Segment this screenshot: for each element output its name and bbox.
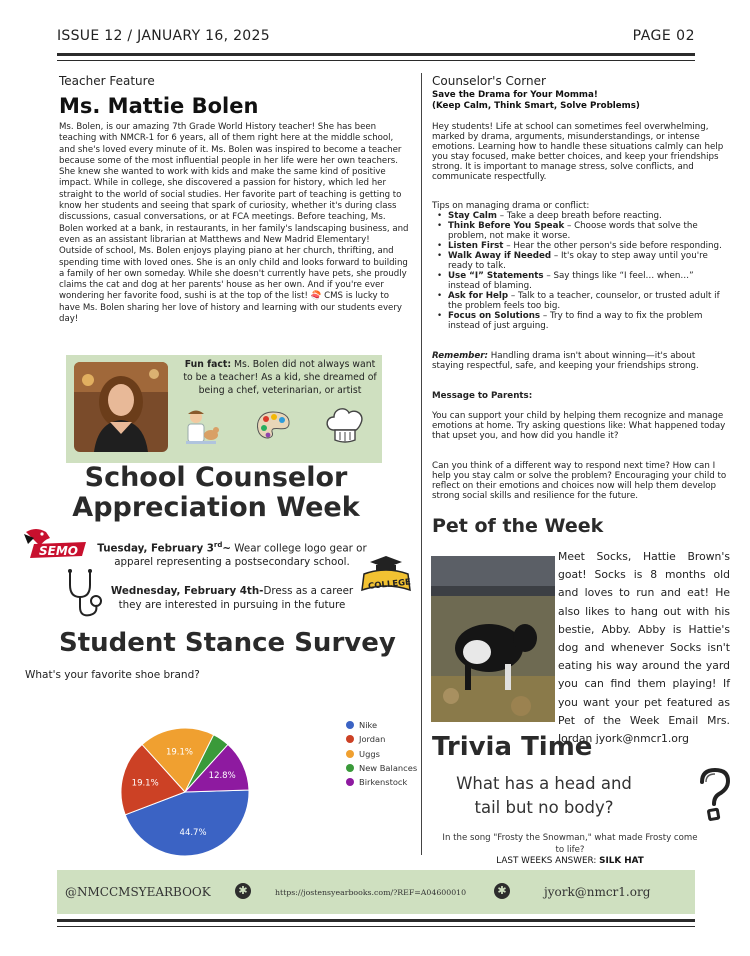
footer-yearbook-link[interactable]: https://jostensyearbooks.com/?REF=A04600010	[275, 888, 467, 897]
artist-palette-icon	[255, 410, 291, 442]
list-item	[432, 271, 727, 291]
teacher-bio-paragraph: Ms. Bolen, is our amazing 7th Grade World History teacher! She has been teaching with NMCR-1 for 6 years, all of them right here at the middle school, and she's loved every minute of it. Ms. Bolen was inspired to become a teacher because some of the most influential people in her life were her own teachers. She knew she wanted to work with kids and make the same kind of positive impact. While in college, she discovered a passion for history, which led her straight to the world of social studies. Her favorite part of teaching is getting to know her students and seeing that spark of curiosity, whether it's during class discussions, casual conversations, or at FCA meetings. Before teaching, Ms. Bolen worked at a bank, in restaurants, in her family's landscaping business, and even as an assistant librarian at Matthews and New Madrid Elementary!	[59, 122, 409, 245]
college-badge-icon	[358, 556, 414, 600]
legend-item-nike	[346, 718, 436, 732]
legend-item-birkenstock	[346, 775, 436, 789]
fun-fact-body: Ms. Bolen did not always want to be a teacher! As a kid, she dreamed of being a chef, veterinarian, or artist	[183, 359, 377, 396]
legend-label: Nike	[359, 720, 378, 731]
asterisk-icon: ✱	[235, 883, 251, 899]
tip-term: Stay Calm	[448, 211, 497, 221]
legend-label: Uggs	[359, 748, 380, 759]
tip-text: – Try to find a way to fix the problem instead of just arguing.	[448, 311, 703, 331]
parents-paragraph: You can support your child by helping them recognize and manage emotions at home. Try asking questions like: What happened today that upset you, and how did you handle it?	[432, 411, 726, 441]
list-item	[432, 291, 727, 311]
tips-list	[432, 211, 727, 331]
page-header	[57, 28, 695, 48]
asterisk-icon: ✱	[494, 883, 510, 899]
header-rule	[57, 53, 695, 56]
legend-swatch	[346, 721, 354, 729]
tip-text: – Take a deep breath before reacting.	[496, 211, 662, 221]
event-day: Tuesday, February 3	[97, 542, 214, 555]
counselor-corner-subtitle-line: (Keep Calm, Think Smart, Solve Problems)	[432, 101, 640, 111]
list-item	[432, 311, 727, 331]
list-item	[432, 211, 727, 221]
legend-item-new-balances	[346, 761, 436, 775]
remember-note	[432, 351, 727, 371]
tips-intro: Tips on managing drama or conflict:	[432, 201, 590, 211]
question-mark-icon	[694, 766, 736, 824]
tip-text: – Say things like “I feel… when…” instead of blaming.	[448, 271, 694, 291]
legend-swatch	[346, 735, 354, 743]
parents-paragraph: Can you think of a different way to respond next time? How can I help you stay calm or solve the problem? Encouraging your child to reflect on their emotions and choices now will help them develop strong social skills and resilience for the future.	[432, 461, 727, 501]
pet-of-week-title: Pet of the Week	[432, 515, 604, 537]
footer-social-handle[interactable]: @NMCCMSYEARBOOK	[65, 885, 211, 899]
counselor-corner-subtitle	[432, 90, 732, 112]
counselor-week-title	[40, 463, 392, 523]
fun-fact-label: Fun fact:	[184, 359, 232, 370]
teacher-photo	[74, 362, 168, 452]
footer-email-link[interactable]: jyork@nmcr1.org	[544, 885, 651, 899]
survey-title: Student Stance Survey	[59, 628, 396, 658]
event-dash: ~	[222, 542, 232, 555]
pet-photo	[431, 556, 555, 722]
legend-item-jordan	[346, 732, 436, 746]
semo-logo-text: SEMO	[39, 544, 78, 558]
counselor-corner-subtitle-line: Save the Drama for Your Momma!	[432, 90, 598, 100]
legend-label: Birkenstock	[359, 777, 408, 788]
tip-term: Focus on Solutions	[448, 311, 541, 321]
tip-text: – It's okay to step away until you're ready to talk.	[448, 251, 708, 271]
list-item	[432, 251, 727, 271]
fun-fact-text	[180, 358, 380, 397]
legend-swatch	[346, 750, 354, 758]
tip-term: Ask for Help	[448, 291, 509, 301]
tip-term: Use “I” Statements	[448, 271, 544, 281]
pie-label-uggs: 19.1%	[165, 747, 193, 758]
tip-text: – Hear the other person's side before responding.	[503, 241, 722, 251]
trivia-last-answer	[440, 856, 700, 866]
last-answer-label: LAST WEEKS ANSWER:	[496, 856, 600, 866]
pie-label-birkenstock: 12.8%	[208, 770, 236, 781]
teacher-feature-kicker: Teacher Feature	[59, 74, 155, 88]
legend-swatch	[346, 764, 354, 772]
event-description: Wear college logo gear or apparel representing a postsecondary school.	[114, 542, 367, 569]
pie-label-jordan: 19.1%	[131, 778, 159, 789]
tip-term: Listen First	[448, 241, 504, 251]
last-answer-value: SILK HAT	[599, 856, 644, 866]
counselor-intro: Hey students! Life at school can sometimes feel overwhelming, marked by drama, arguments, misunderstandings, or intense emotions. Learning how to handle these situations calmly can help you stay focused, make better choices, and keep your friendships strong. It is important to manage stress, solve conflicts, and communicate respectfully.	[432, 122, 724, 182]
tip-term: Walk Away if Needed	[448, 251, 552, 261]
counselor-week-title-line: School Counselor	[84, 462, 348, 493]
event-description: Dress as a career they are interested in pursuing in the future	[118, 585, 354, 611]
issue-date: ISSUE 12 / JANUARY 16, 2025	[57, 28, 270, 44]
shoe-brand-pie-chart	[110, 720, 260, 865]
remember-label: Remember:	[432, 351, 489, 361]
tip-text: – Talk to a teacher, counselor, or trusted adult if the problem feels too big.	[448, 291, 720, 311]
college-badge-text: COLLEGE	[367, 577, 412, 592]
trivia-title: Trivia Time	[432, 732, 593, 762]
counselor-corner-kicker: Counselor's Corner	[432, 74, 546, 88]
pet-description: Meet Socks, Hattie Brown's goat! Socks is 8 months old and loves to run and eat! He also likes to hang out with his bestie, Abby. Abby is Hattie's dog and whenever Socks isn't eating his way around the yard you can find them playing! If you want your pet featured as Pet of the Week Email Mrs. Jordan jyork@nmcr1.org	[558, 550, 730, 746]
legend-swatch	[346, 778, 354, 786]
page-number: PAGE 02	[632, 28, 695, 44]
legend-item-uggs	[346, 747, 436, 761]
legend-label: Jordan	[359, 734, 386, 745]
pie-label-nike: 44.7%	[179, 828, 207, 839]
list-item	[432, 241, 727, 251]
event-day-suffix: rd	[213, 541, 223, 549]
chef-hat-icon	[322, 402, 368, 448]
parents-heading: Message to Parents:	[432, 391, 533, 401]
teacher-bio-paragraph: Outside of school, Ms. Bolen enjoys playing piano at her church, thrifting, and spending time with loved ones. She is an only child and looks forward to building a family of her own someday. While she doesn't currently have pets, she proudly claims the cat and dog at her parents' house as her own. And if you're ever wondering her favorite food, sushi is at the top of the list! 🍣 CMS is lucky to have Ms. Bolen sharing her love of history and learning with our students every day!	[59, 246, 408, 325]
event-wednesday	[104, 584, 360, 612]
semo-logo-icon	[20, 524, 90, 564]
event-tuesday	[92, 538, 372, 569]
veterinarian-icon	[182, 408, 222, 448]
trivia-next-question: In the song "Frosty the Snowman," what made Frosty come to life?	[442, 833, 698, 855]
remember-text: Handling drama isn't about winning—it's about staying respectful, safe, and keeping your friendships strong.	[432, 351, 699, 371]
trivia-question: What has a head and tail but no body?	[456, 774, 632, 817]
survey-question: What's your favorite shoe brand?	[25, 669, 200, 681]
chart-legend	[346, 718, 436, 789]
teacher-name: Ms. Mattie Bolen	[59, 94, 259, 118]
header-rule-thin	[57, 60, 695, 61]
stethoscope-icon	[62, 567, 104, 621]
event-day: Wednesday, February 4th-	[110, 585, 264, 597]
tip-text: – Choose words that solve the problem, not make it worse.	[448, 221, 698, 241]
footer-rule-thin	[57, 926, 695, 927]
teacher-bio	[59, 122, 409, 325]
tip-term: Think Before You Speak	[448, 221, 565, 231]
counselor-week-title-line: Appreciation Week	[72, 492, 360, 523]
list-item	[432, 221, 727, 241]
footer-rule	[57, 919, 695, 922]
legend-label: New Balances	[359, 763, 418, 774]
